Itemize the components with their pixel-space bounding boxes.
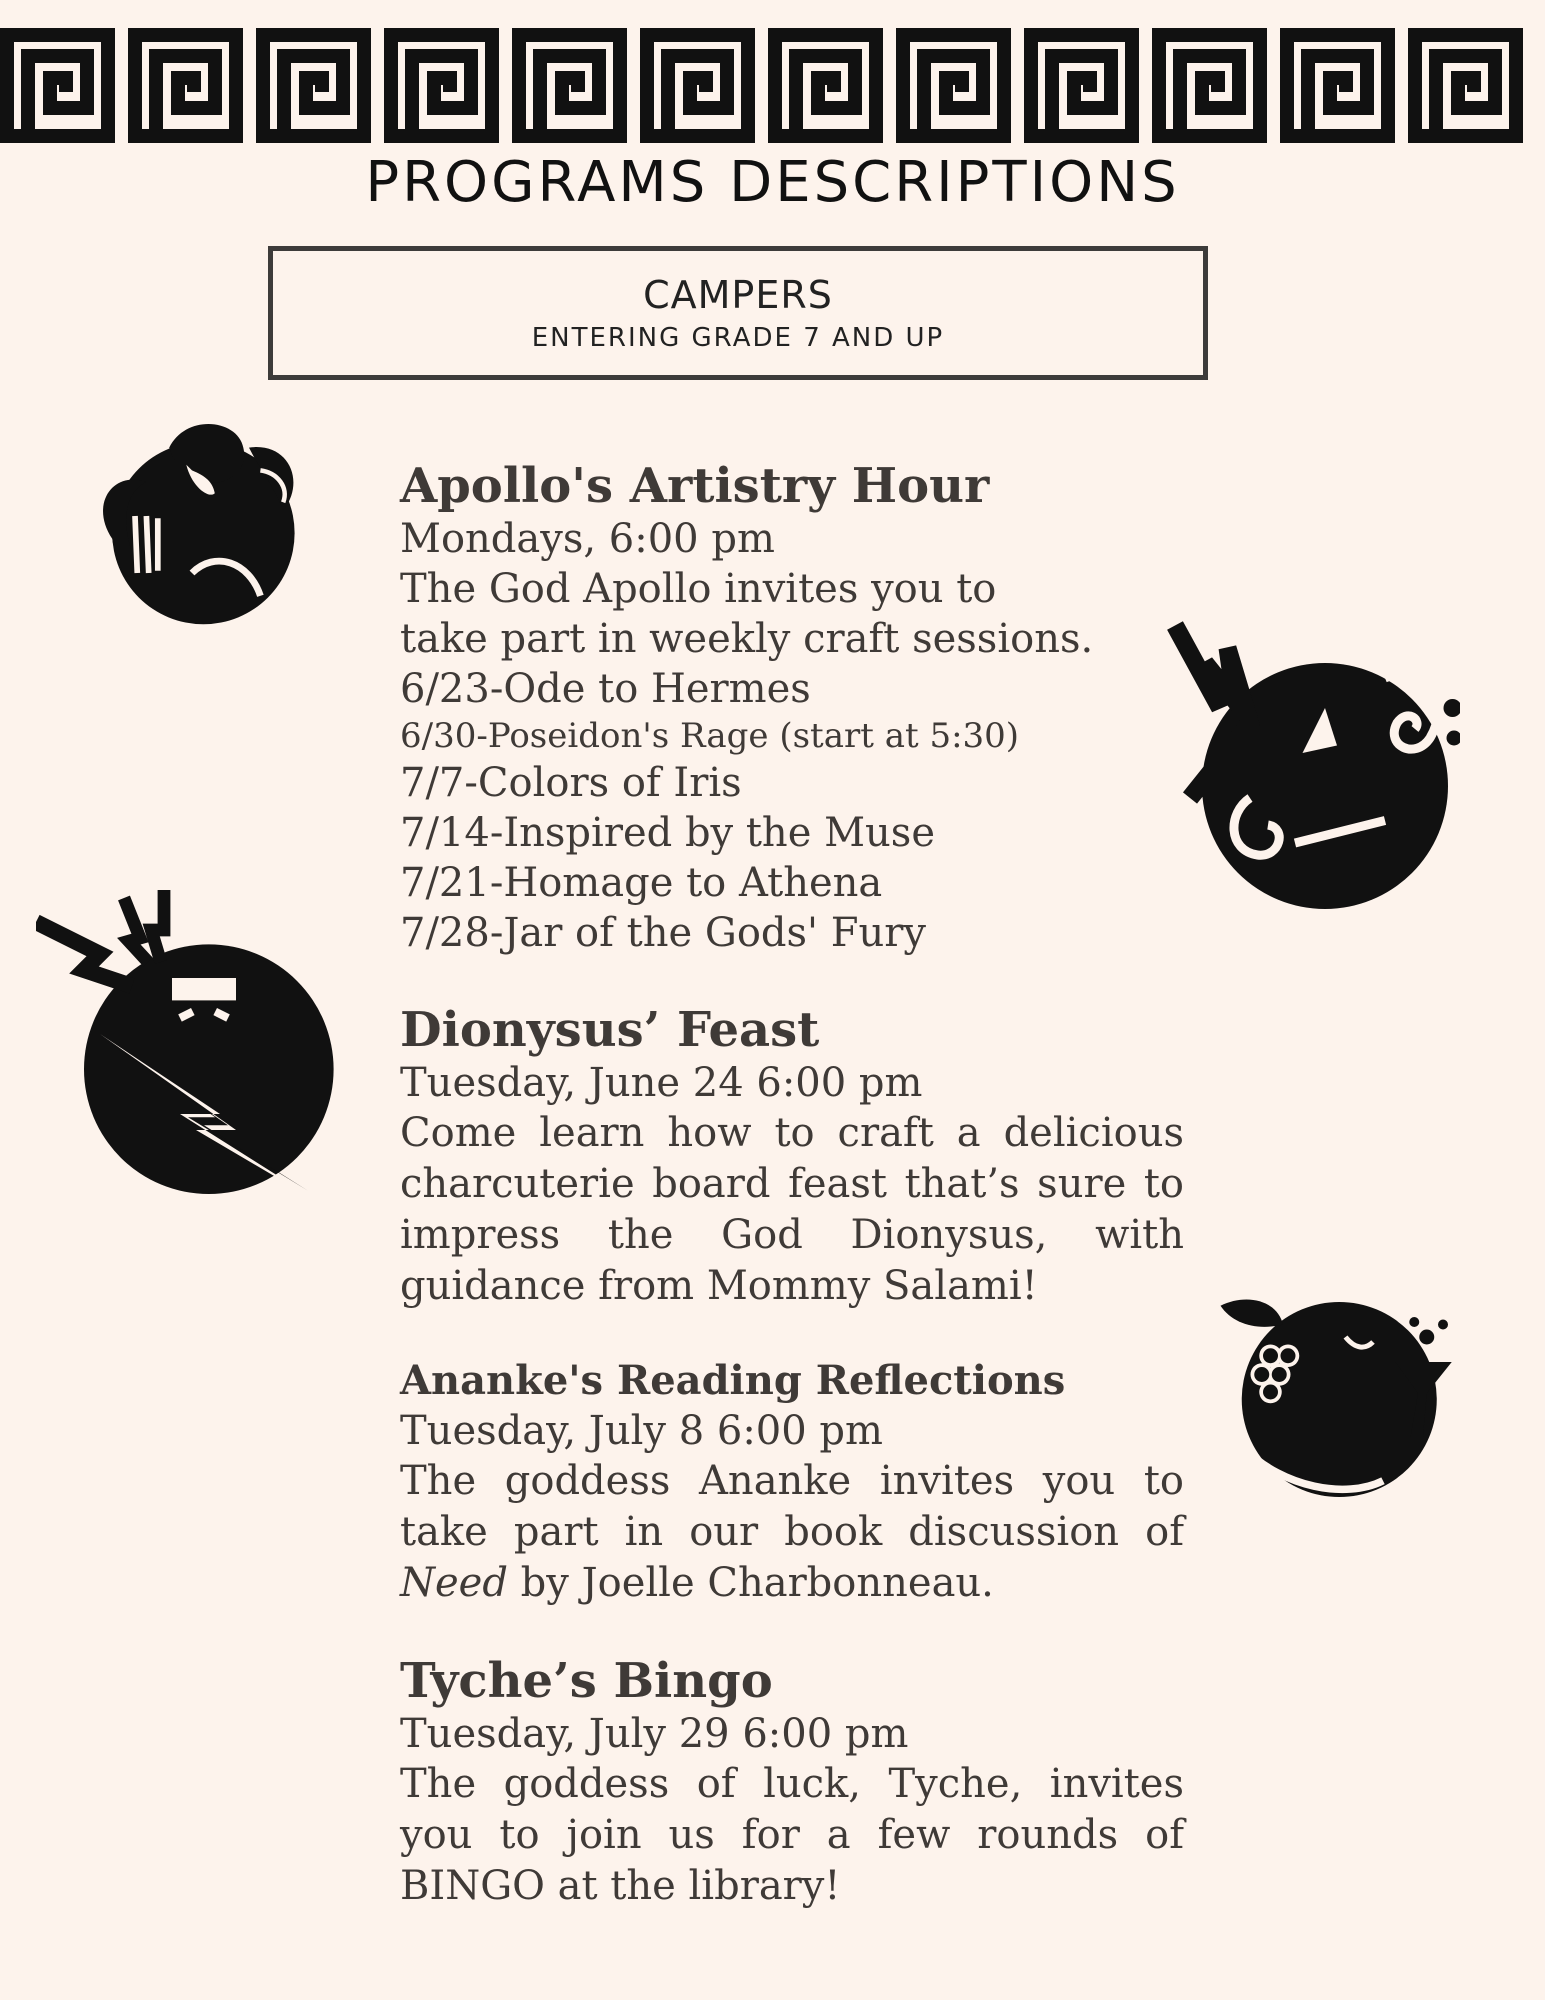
session-item: 7/28-Jar of the Gods' Fury bbox=[400, 910, 926, 956]
audience-box bbox=[268, 246, 1208, 380]
page-title: PROGRAMS DESCRIPTIONS bbox=[365, 150, 1180, 215]
program-schedule: Mondays, 6:00 pm bbox=[400, 516, 775, 562]
audience-title: CAMPERS bbox=[643, 273, 833, 317]
session-item: 7/21-Homage to Athena bbox=[400, 860, 883, 906]
program-title: Tyche’s Bingo bbox=[400, 1653, 773, 1709]
program-schedule: Tuesday, July 8 6:00 pm bbox=[400, 1408, 883, 1454]
book-title: Need bbox=[400, 1560, 508, 1606]
program-desc-line: take part in weekly craft sessions. bbox=[400, 616, 1094, 662]
dionysus-grapes-icon bbox=[1208, 1262, 1458, 1512]
program-ananke bbox=[400, 1356, 1184, 1609]
greek-key-border bbox=[0, 28, 1545, 143]
session-item: 6/23-Ode to Hermes bbox=[400, 666, 811, 712]
session-item: 7/7-Colors of Iris bbox=[400, 760, 742, 806]
program-title: Ananke's Reading Reflections bbox=[400, 1357, 1066, 1404]
program-title: Apollo's Artistry Hour bbox=[400, 458, 990, 514]
desc-text: by Joelle Charbonneau. bbox=[507, 1560, 994, 1606]
session-item: 7/14-Inspired by the Muse bbox=[400, 810, 935, 856]
program-title: Dionysus’ Feast bbox=[400, 1002, 820, 1058]
program-desc-line: The God Apollo invites you to bbox=[400, 566, 997, 612]
desc-text: The goddess Ananke invites you to take part in our book discussion of bbox=[400, 1458, 1184, 1555]
program-apollo bbox=[400, 458, 1184, 958]
program-description: Come learn how to craft a delicious charcuterie board feast that’s sure to impress the God Dionysus, with guidance from Mommy Salami! bbox=[400, 1110, 1184, 1309]
apollo-lyre-icon bbox=[78, 402, 306, 630]
program-dionysus bbox=[400, 1002, 1184, 1312]
program-schedule: Tuesday, July 29 6:00 pm bbox=[400, 1711, 909, 1757]
audience-subtitle: ENTERING GRADE 7 AND UP bbox=[531, 323, 945, 353]
session-item: 6/30-Poseidon's Rage (start at 5:30) bbox=[400, 716, 1020, 756]
program-description: The goddess of luck, Tyche, invites you to join us for a few rounds of BINGO at the library! bbox=[400, 1761, 1184, 1909]
zeus-lightning-icon bbox=[36, 890, 356, 1210]
program-description bbox=[400, 1456, 1184, 1609]
program-tyche bbox=[400, 1653, 1184, 1912]
poseidon-trident-icon bbox=[1160, 618, 1460, 918]
programs-list bbox=[400, 458, 1184, 1956]
program-schedule: Tuesday, June 24 6:00 pm bbox=[400, 1060, 923, 1106]
